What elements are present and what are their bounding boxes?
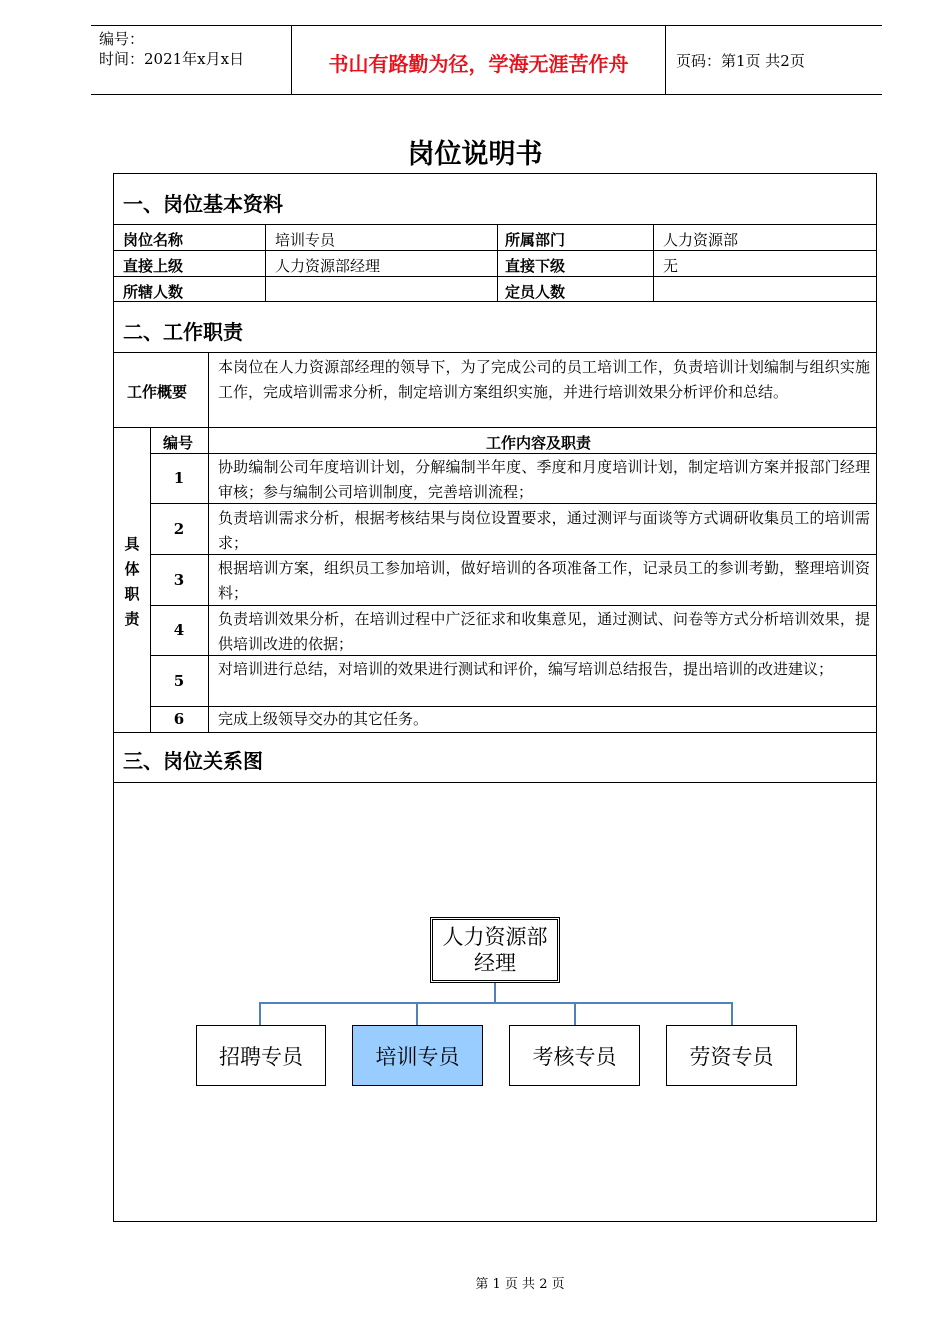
connector-line [574, 1002, 576, 1025]
divider [113, 782, 877, 783]
duty-number: 4 [173, 621, 185, 639]
org-node-hr-manager [430, 917, 560, 983]
duty-text: 根据培训方案，组织员工参加培训，做好培训的各项准备工作，记录员工的参训考勤，整理培训资料； [218, 559, 870, 602]
label-staff-quota: 定员人数 [505, 283, 566, 301]
motto: 书山有路勤为径，学海无涯苦作舟 [328, 52, 629, 76]
section-heading-basic-info: 一、岗位基本资料 [123, 192, 283, 216]
side-label-char: 具 [124, 535, 140, 553]
value-direct-superior: 人力资源部经理 [275, 257, 381, 275]
org-node-payroll: 劳资专员 [666, 1025, 797, 1086]
side-label-char: 责 [124, 610, 140, 628]
org-node-recruiting: 招聘专员 [196, 1025, 326, 1086]
header-meta-cell [91, 26, 292, 94]
divider [150, 453, 877, 454]
duty-number: 2 [173, 520, 185, 538]
value-direct-subordinate: 无 [663, 257, 679, 275]
divider [497, 224, 498, 301]
page-header [91, 25, 882, 95]
duty-number: 1 [173, 469, 185, 487]
time-label: 时间：2021年x月x日 [99, 50, 245, 68]
duty-number: 3 [173, 571, 185, 589]
duty-text: 完成上级领导交办的其它任务。 [218, 710, 429, 728]
column-header-content: 工作内容及职责 [486, 434, 592, 452]
column-header-number: 编号 [163, 434, 194, 452]
org-node-training-highlighted: 培训专员 [352, 1025, 483, 1086]
duty-number: 5 [173, 672, 185, 690]
divider [653, 224, 654, 301]
side-label-char: 职 [124, 585, 140, 603]
page-number-label: 页码：第1页 共2页 [676, 52, 805, 70]
divider [113, 427, 877, 428]
duty-text: 负责培训需求分析，根据考核结果与岗位设置要求，通过测评与面谈等方式调研收集员工的培训需求； [218, 509, 870, 552]
divider [265, 224, 266, 301]
org-node-line: 人力资源部 [442, 925, 548, 949]
work-overview-text: 本岗位在人力资源部经理的领导下，为了完成公司的员工培训工作，负责培训计划编制与组织实施工作，完成培训需求分析，制定培训方案组织实施，并进行培训效果分析评价和总结。 [218, 358, 870, 401]
connector-line [731, 1002, 733, 1025]
label-position-name: 岗位名称 [123, 231, 184, 249]
divider [208, 352, 209, 732]
section-heading-duties: 二、工作职责 [123, 320, 243, 344]
connector-line [416, 1002, 418, 1025]
org-node-label [443, 924, 548, 976]
document-title: 岗位说明书 [407, 139, 543, 170]
label-direct-subordinate: 直接下级 [505, 257, 566, 275]
connector-line [259, 1002, 733, 1004]
duty-text: 对培训进行总结，对培训的效果进行测试和评价，编写培训总结报告，提出培训的改进建议； [218, 660, 834, 678]
label-department: 所属部门 [505, 231, 566, 249]
page-footer: 第 1 页 共 2 页 [475, 1277, 565, 1292]
label-headcount-managed: 所辖人数 [123, 283, 184, 301]
duty-text: 协助编制公司年度培训计划，分解编制半年度、季度和月度培训计划，制定培训方案并报部门经理审核；参与编制公司培训制度，完善培训流程； [218, 458, 870, 501]
duty-number: 6 [173, 710, 185, 728]
divider [113, 301, 877, 302]
value-department: 人力资源部 [663, 231, 739, 249]
value-position-name: 培训专员 [275, 231, 336, 249]
connector-line [494, 983, 496, 1003]
side-label-char: 体 [124, 560, 140, 578]
divider [113, 224, 877, 225]
label-work-overview: 工作概要 [127, 383, 188, 401]
header-motto-cell [292, 26, 666, 94]
divider [113, 276, 877, 277]
org-node-assessment: 考核专员 [509, 1025, 640, 1086]
label-direct-superior: 直接上级 [123, 257, 184, 275]
divider [113, 250, 877, 251]
divider [113, 732, 877, 733]
serial-label: 编号： [99, 30, 145, 48]
org-node-line: 经理 [474, 951, 516, 975]
label-specific-duties [114, 532, 150, 632]
divider [113, 352, 877, 353]
header-page-cell [666, 26, 882, 94]
duty-text: 负责培训效果分析，在培训过程中广泛征求和收集意见，通过测试、问卷等方式分析培训效果，提供培训改进的依据； [218, 610, 870, 653]
section-heading-relationship-chart: 三、岗位关系图 [123, 749, 263, 773]
connector-line [259, 1002, 261, 1025]
